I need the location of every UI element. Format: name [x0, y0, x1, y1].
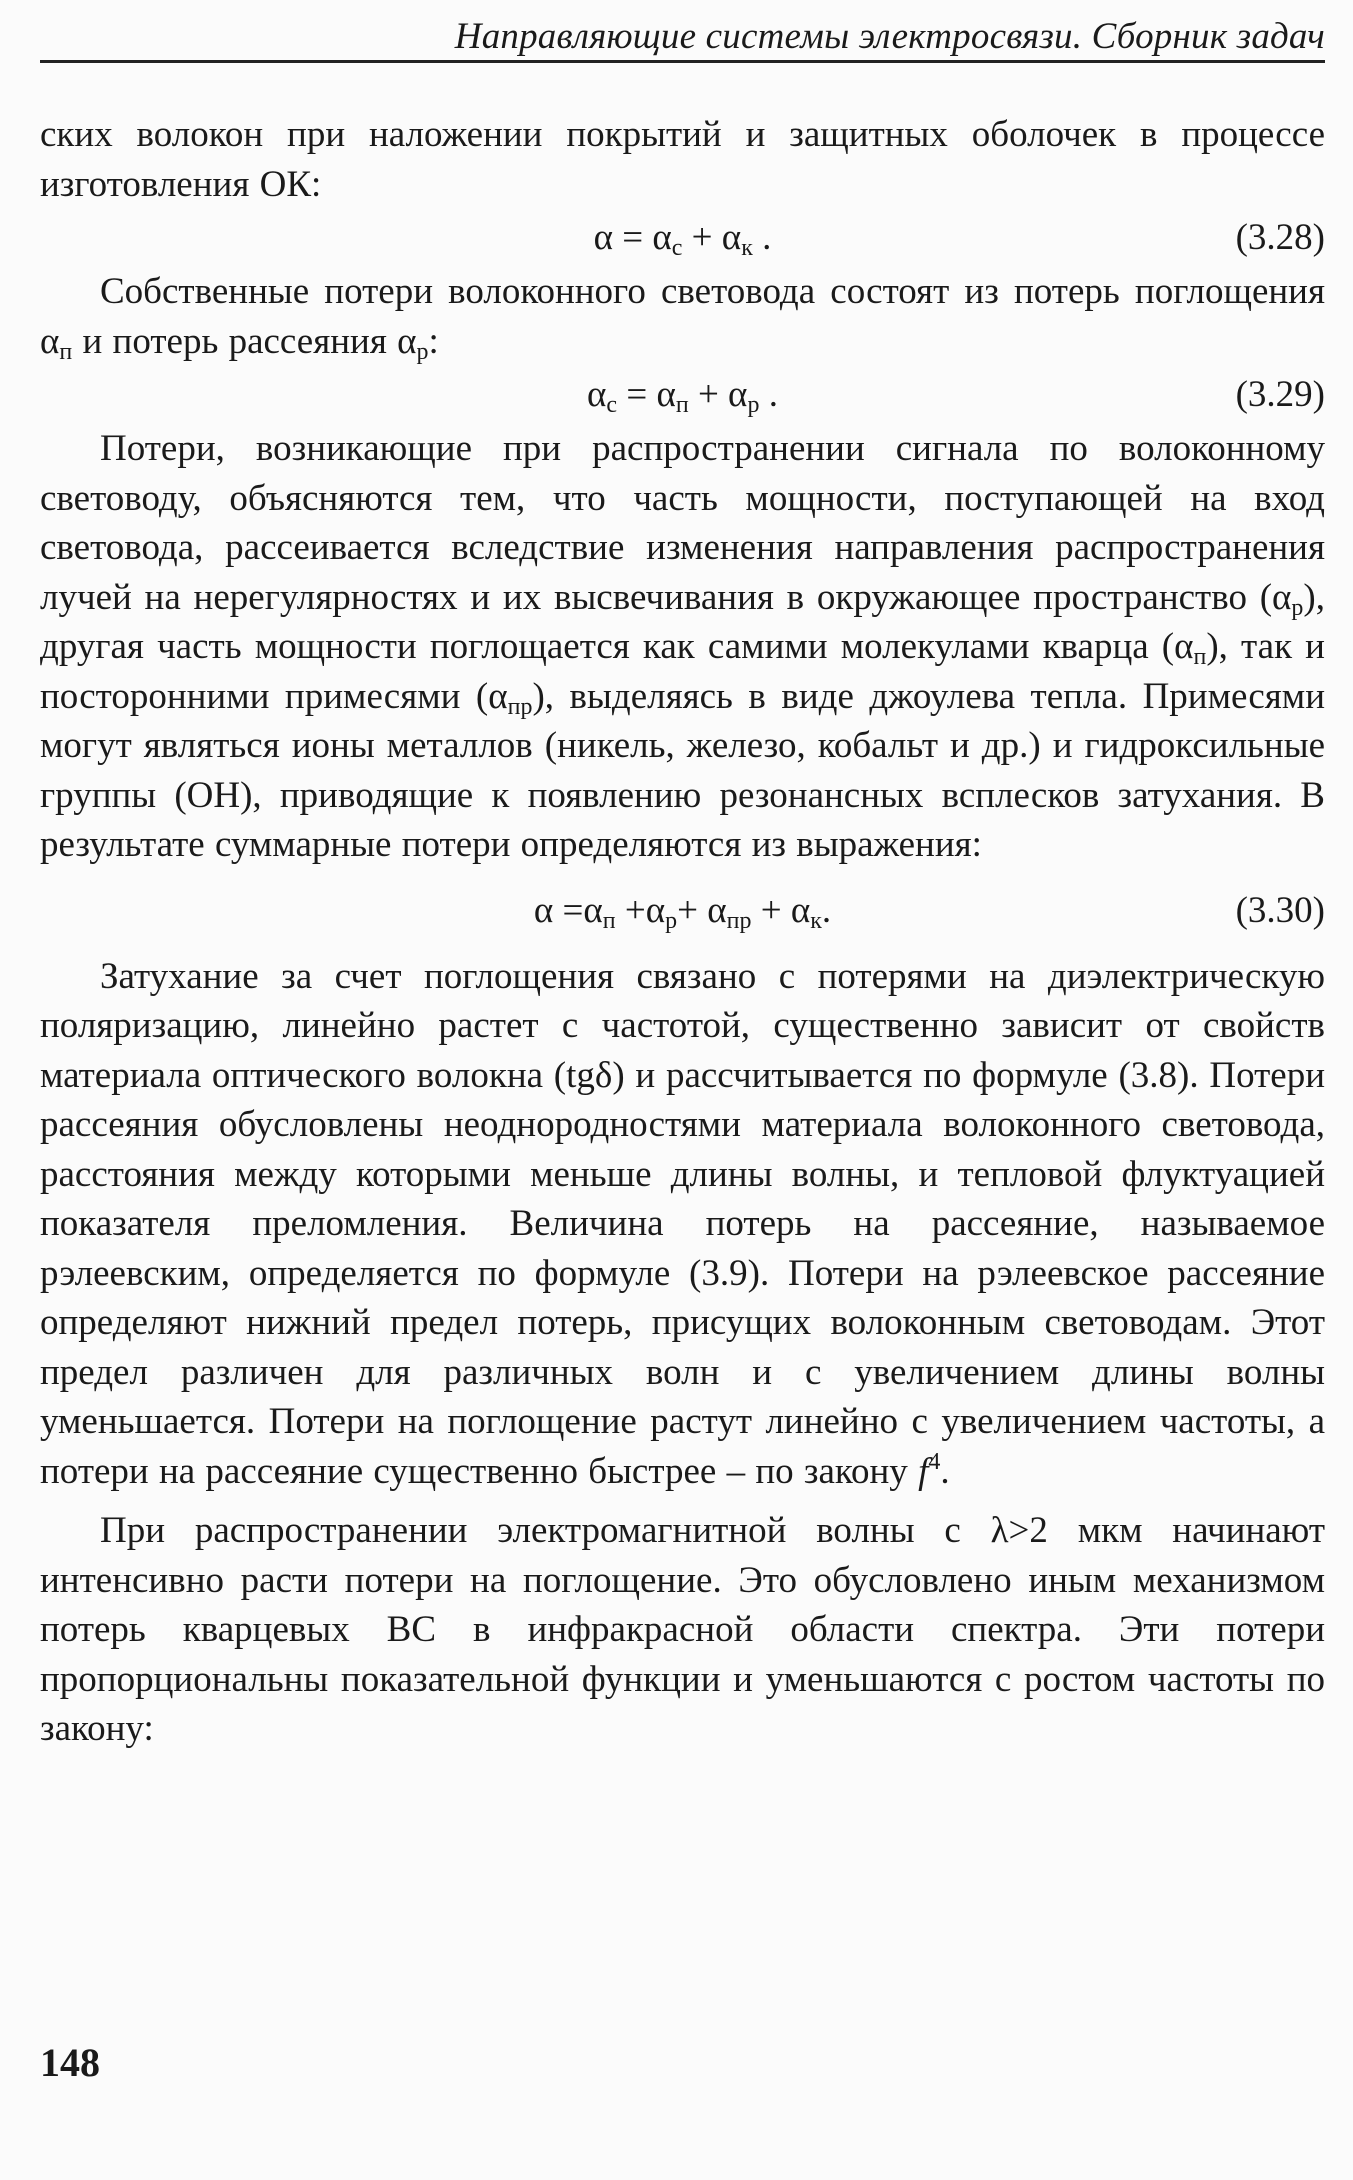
paragraph-infrared-losses: При распространении электромагнитной волны с λ>2 мкм начинают интенсивно расти потери на поглощение. Это обусловлено иным механизмом потерь кварцевых ВС в инфракрасной области спектра. Эти потери пропорциональны показательной функции и уменьшаются с ростом частоты по закону: — [40, 1510, 1325, 1749]
formula-expression: $\alpha_с = \alpha_п + \alpha_р$ . — [587, 374, 778, 418]
page-number: 148 — [40, 2040, 100, 2085]
formula-3-29 — [40, 366, 1325, 424]
paragraph-absorption-scattering: Затухание за счет поглощения связано с потерями на диэлектрическую поляризацию, линейно растет с частотой, существенно зависит от свойств материала оптического волокна (tgδ) и рассчитывается по формуле (3.8). Потери рассеяния обусловлены неоднородностями материала волоконного световода, расстояния между которыми меньше длины волны, и тепловой флуктуацией показателя преломления. Величина потерь на рассеяние, называемое рэлеевским, определяется по формуле (3.9). Потери на рэлеевское рассеяние определяют нижний предел потерь, присущих волоконным световодам. Этот предел различен для различных волн и с увеличением длины волны уменьшается. Потери на поглощение растут линейно с увеличением частоты, а потери на рассеяние существенно быстрее – по закону $f^4$. — [40, 955, 1325, 1492]
running-header: Направляющие системы электросвязи. Сборник задач — [40, 16, 1325, 63]
formula-3-28 — [40, 209, 1325, 267]
formula-number: (3.29) — [1235, 374, 1325, 415]
formula-3-30 — [40, 870, 1325, 952]
page-body — [40, 110, 1325, 1754]
formula-number: (3.28) — [1235, 217, 1325, 258]
formula-expression: $\alpha =\alpha_п +\alpha_р+ \alpha_{пр} + \alpha_к$. — [533, 889, 832, 934]
formula-number: (3.30) — [1235, 889, 1325, 931]
paragraph-intrinsic-losses: Собственные потери волоконного световода состоят из потерь поглощения $\alpha_п$ и потерь рассеяния $\alpha_р$: — [40, 271, 1325, 365]
formula-expression: $\alpha = \alpha_с + \alpha_к$ . — [593, 217, 772, 261]
paragraph-continuation: ских волокон при наложении покрытий и защитных оболочек в процессе изготовления ОК: — [40, 114, 1325, 205]
paragraph-propagation-losses: Потери, возникающие при распространении сигнала по волоконному световоду, объясняются тем, что часть мощности, поступающей на вход световода, рассеивается вследствие изменения направления распространения лучей на нерегулярностях и их высвечивания в окружающее пространство $(\alpha_р)$, другая часть мощности поглощается как самими молекулами кварца $(\alpha_п)$, так и посторонними примесями $(\alpha_{пр})$, выделяясь в виде джоулева тепла. Примесями могут являться ионы металлов (никель, железо, кобальт и др.) и гидроксильные группы (OH), приводящие к появлению резонансных всплесков затухания. В результате суммарные потери определяются из выражения: — [40, 428, 1326, 865]
